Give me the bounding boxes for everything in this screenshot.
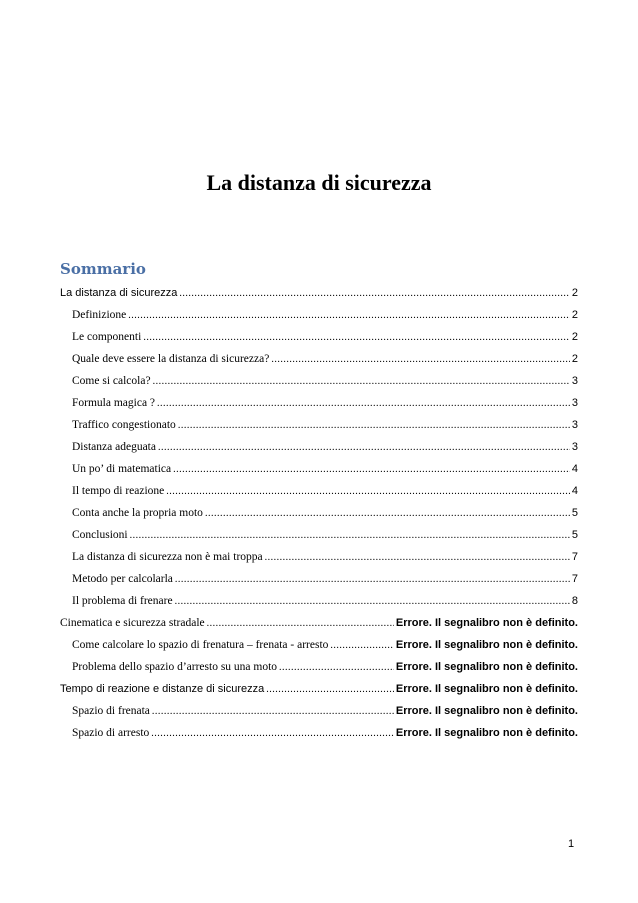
toc-entry[interactable] (60, 683, 578, 705)
toc-entry[interactable] (60, 287, 578, 309)
toc-entry-text: Il tempo di reazione (72, 485, 165, 497)
toc-entry[interactable] (60, 463, 578, 485)
toc-entry-page: 5 (571, 507, 578, 519)
toc-entry-text: La distanza di sicurezza non è mai troppa (72, 551, 263, 563)
toc-entry[interactable] (60, 331, 578, 353)
toc-entry[interactable] (60, 485, 578, 507)
toc-leader-dots (279, 662, 394, 673)
toc-leader-dots (166, 486, 570, 497)
toc-entry[interactable] (60, 727, 578, 749)
toc-entry[interactable] (60, 705, 578, 727)
toc-entry-page: Errore. Il segnalibro non è definito. (395, 617, 578, 629)
toc-entry-text: Tempo di reazione e distanze di sicurezza (60, 683, 265, 695)
toc-entry-text: Formula magica ? (72, 397, 156, 409)
toc-heading: Sommario (60, 260, 146, 278)
toc-leader-dots (266, 684, 394, 695)
toc-entry-text: Problema dello spazio d’arresto su una moto (72, 661, 278, 673)
toc-entry-text: Spazio di frenata (72, 705, 150, 717)
toc-leader-dots (143, 332, 570, 343)
toc-leader-dots (157, 398, 570, 409)
toc-entry-page: 7 (571, 573, 578, 585)
toc-leader-dots (175, 574, 570, 585)
toc-entry[interactable] (60, 419, 578, 441)
toc-leader-dots (151, 728, 394, 739)
toc-entry-text: Il problema di frenare (72, 595, 173, 607)
toc-leader-dots (158, 442, 570, 453)
toc-entry-text: La distanza di sicurezza (60, 287, 178, 299)
toc-entry-page: Errore. Il segnalibro non è definito. (395, 661, 578, 673)
toc-entry-text: Le componenti (72, 331, 142, 343)
toc-entry-text: Conclusioni (72, 529, 128, 541)
toc-entry-text: Come si calcola? (72, 375, 151, 387)
toc-leader-dots (205, 508, 570, 519)
toc-entry-page: 2 (571, 353, 578, 365)
toc-entry-text: Spazio di arresto (72, 727, 150, 739)
toc-entry[interactable] (60, 661, 578, 683)
toc-entry-text: Conta anche la propria moto (72, 507, 203, 519)
toc-entry-text: Definizione (72, 309, 127, 321)
toc-entry-page: 2 (571, 331, 578, 343)
toc-entry[interactable] (60, 375, 578, 397)
table-of-contents (60, 287, 578, 749)
toc-leader-dots (153, 376, 570, 387)
toc-entry-page: Errore. Il segnalibro non è definito. (395, 639, 578, 651)
toc-leader-dots (271, 354, 570, 365)
toc-entry-page: 5 (571, 529, 578, 541)
toc-entry-page: 8 (571, 595, 578, 607)
toc-leader-dots (152, 706, 394, 717)
toc-entry[interactable] (60, 507, 578, 529)
toc-entry[interactable] (60, 573, 578, 595)
toc-entry-text: Cinematica e sicurezza stradale (60, 617, 205, 629)
toc-entry[interactable] (60, 595, 578, 617)
toc-entry[interactable] (60, 529, 578, 551)
toc-entry-text: Traffico congestionato (72, 419, 176, 431)
toc-leader-dots (175, 596, 570, 607)
toc-entry-page: 3 (571, 441, 578, 453)
toc-entry-text: Quale deve essere la distanza di sicurezza? (72, 353, 270, 365)
toc-entry[interactable] (60, 441, 578, 463)
toc-entry-text: Distanza adeguata (72, 441, 156, 453)
toc-entry-page: Errore. Il segnalibro non è definito. (395, 683, 578, 695)
toc-leader-dots (130, 530, 570, 541)
toc-entry-page: 4 (571, 485, 578, 497)
toc-entry-page: 2 (571, 309, 578, 321)
toc-entry-page: 7 (571, 551, 578, 563)
toc-leader-dots (179, 288, 569, 299)
toc-leader-dots (207, 618, 394, 629)
page-number: 1 (568, 838, 575, 850)
toc-entry-page: 3 (571, 397, 578, 409)
toc-leader-dots (265, 552, 570, 563)
toc-entry-page: Errore. Il segnalibro non è definito. (395, 705, 578, 717)
toc-entry[interactable] (60, 551, 578, 573)
toc-entry-page: Errore. Il segnalibro non è definito. (395, 727, 578, 739)
document-title: La distanza di sicurezza (206, 170, 432, 195)
toc-entry-page: 4 (571, 463, 578, 475)
toc-entry[interactable] (60, 639, 578, 661)
toc-leader-dots (128, 310, 570, 321)
toc-entry-page: 2 (571, 287, 578, 299)
toc-entry[interactable] (60, 617, 578, 639)
toc-entry[interactable] (60, 353, 578, 375)
toc-entry-text: Come calcolare lo spazio di frenatura – frenata - arresto (72, 639, 329, 651)
toc-entry-page: 3 (571, 419, 578, 431)
toc-entry[interactable] (60, 397, 578, 419)
toc-entry[interactable] (60, 309, 578, 331)
toc-leader-dots (330, 640, 393, 651)
toc-entry-page: 3 (571, 375, 578, 387)
toc-leader-dots (178, 420, 570, 431)
toc-entry-text: Metodo per calcolarla (72, 573, 173, 585)
toc-entry-text: Un po’ di matematica (72, 463, 172, 475)
toc-leader-dots (173, 464, 570, 475)
